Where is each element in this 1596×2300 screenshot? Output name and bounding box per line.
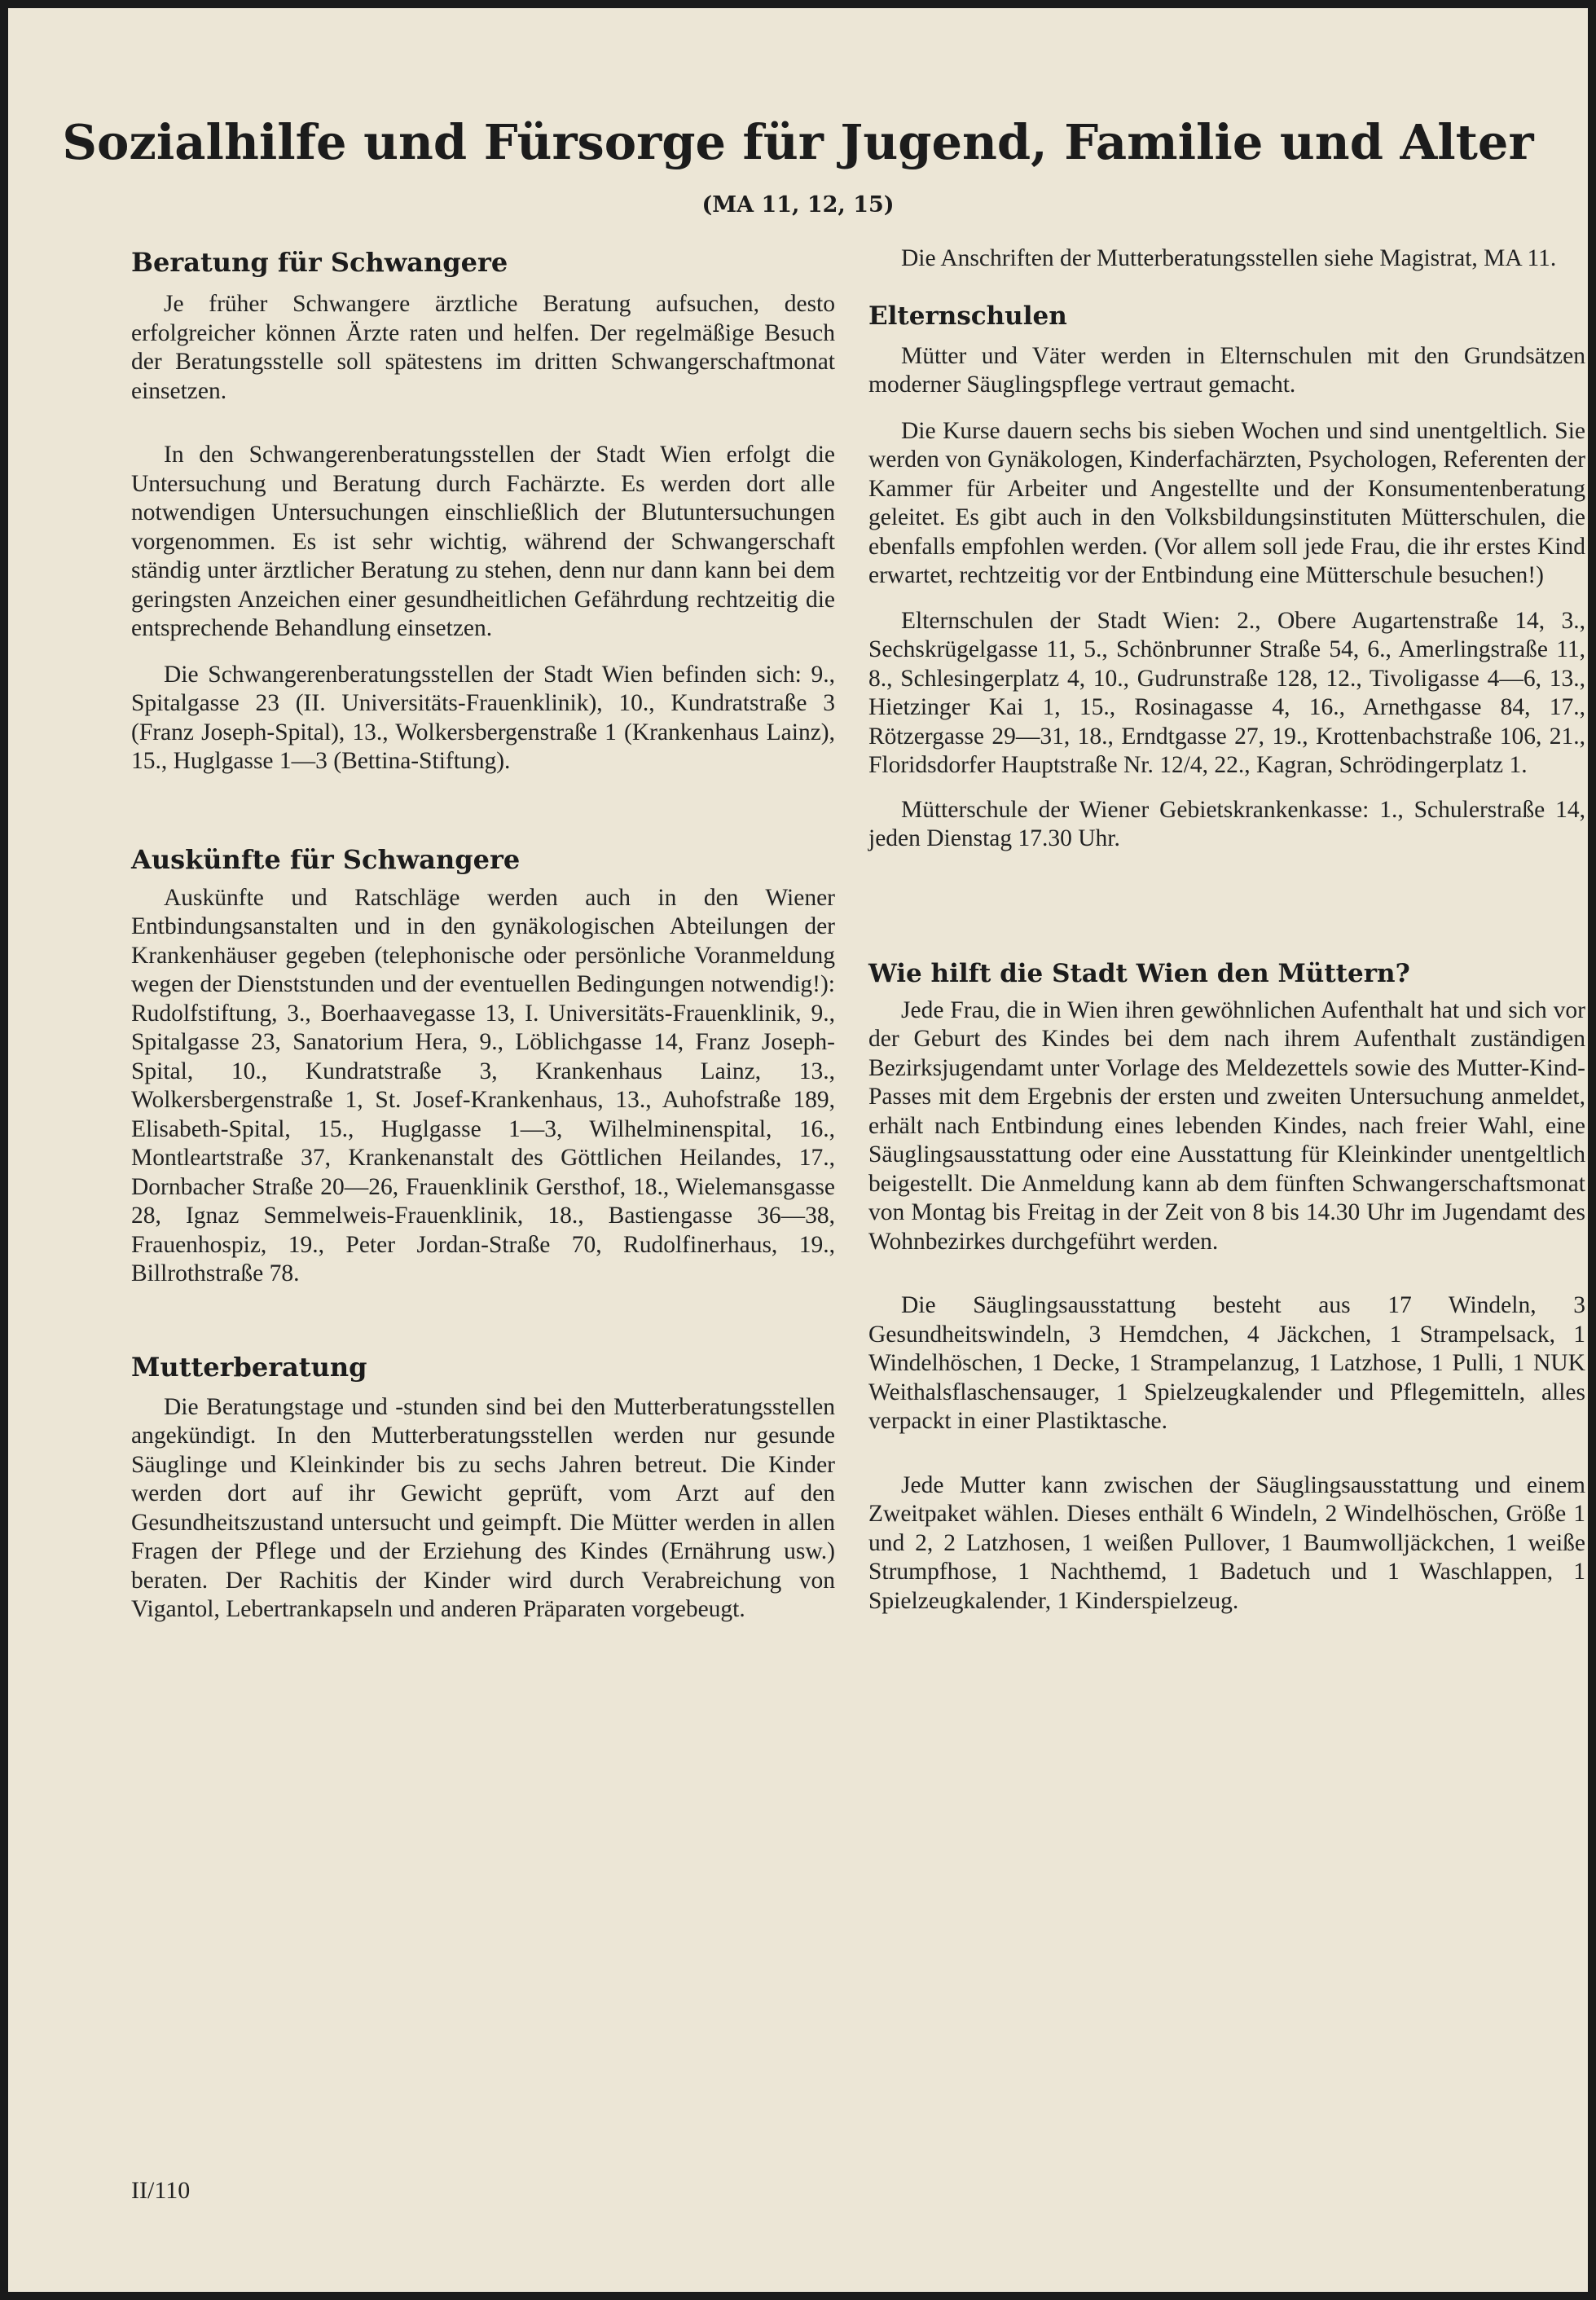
heading-beratung-fuer-schwangere: Beratung für Schwangere	[131, 247, 508, 278]
document-page	[8, 8, 1588, 2292]
paragraph: Jede Mutter kann zwischen der Säuglingsausstattung und einem Zweitpaket wählen. Dieses enthält 6 Windeln, 2 Windelhöschen, Größe 1 und 2, 2 Latzhosen, 1 weißen Pullover, 1 Baumwolljäckchen, 1 weiße Strumpfhose, 1 Nachthemd, 1 Badetuch und 1 Waschlappen, 1 Spielzeugkalender, 1 Kinderspielzeug.	[868, 1471, 1585, 1614]
paragraph: Mütterschule der Wiener Gebietskrankenkasse: 1., Schulerstraße 14, jeden Dienstag 17.30 Uhr.	[868, 796, 1585, 851]
paragraph: Je früher Schwangere ärztliche Beratung aufsuchen, desto erfolgreicher können Ärzte raten und helfen. Der regelmäßige Besuch der Beratungsstelle soll spätestens im dritten Schwangerschaftmonat einsetzen.	[131, 291, 835, 404]
left-column	[131, 244, 835, 1625]
paragraph: Die Anschriften der Mutterberatungsstellen siehe Magistrat, MA 11.	[901, 245, 1557, 271]
paragraph: Die Schwangerenberatungsstellen der Stadt Wien befinden sich: 9., Spitalgasse 23 (II. Universitäts-Frauenklinik), 10., Kundratstraße 3 (Franz Joseph-Spital), 13., Wolkersbergenstraße 1 (Krankenhaus Lainz), 15., Huglgasse 1—3 (Bettina-Stiftung).	[131, 661, 835, 774]
paragraph: Die Säuglingsausstattung besteht aus 17 Windeln, 3 Gesundheitswindeln, 3 Hemdchen, 4 Jäckchen, 1 Strampelsack, 1 Windelhöschen, 1 Decke, 1 Strampelanzug, 1 Latzhose, 1 Pulli, 1 NUK Weithalsflaschensauger, 1 Spielzeugkalender und Pflegemitteln, alles verpackt in einer Plastiktasche.	[868, 1292, 1585, 1434]
paragraph: Mütter und Väter werden in Elternschulen mit den Grundsätzen moderner Säuglingspflege vertraut gemacht.	[868, 342, 1585, 398]
heading-auskuenfte-fuer-schwangere: Auskünfte für Schwangere	[131, 843, 521, 875]
paragraph: Die Kurse dauern sechs bis sieben Wochen und sind unentgeltlich. Sie werden von Gynäkologen, Kinderfachärzten, Psychologen, Referenten der Kammer für Arbeiter und Angestellte und der Konsumentenberatung geleitet. Es gibt auch in den Volksbildungsinstituten Mütterschulen, die ebenfalls empfohlen werden. (Vor allem soll jede Frau, die ihr erstes Kind erwartet, rechtzeitig vor der Entbindung eine Mütterschule besuchen!)	[868, 417, 1585, 588]
heading-elternschulen: Elternschulen	[868, 301, 1067, 331]
heading-mutterberatung: Mutterberatung	[131, 1351, 367, 1383]
page-subtitle: (MA 11, 12, 15)	[701, 192, 895, 218]
paragraph: Die Beratungstage und -stunden sind bei den Mutterberatungsstellen angekündigt. In den Mutterberatungsstellen werden nur gesunde Säuglinge und Kleinkinder bis zu sechs Jahren betreut. Die Kinder werden dort auf ihr Gewicht geprüft, vom Arzt auf den Gesundheitszustand untersucht und geimpft. Die Mütter werden in allen Fragen der Pflege und der Erziehung des Kindes (Ernährung usw.) beraten. Der Rachitis der Kinder wird durch Verabreichung von Vigantol, Lebertrankapseln und anderen Präparaten vorgebeugt.	[131, 1393, 835, 1622]
heading-wie-hilft-die-stadt-wien: Wie hilft die Stadt Wien den Müttern?	[868, 958, 1410, 988]
paragraph: Auskünfte und Ratschläge werden auch in den Wiener Entbindungsanstalten und in den gynäkologischen Abteilungen der Krankenhäuser gegeben (telephonische oder persönliche Voranmeldung wegen der Dienststunden und der eventuellen Bedingungen notwendig!): Rudolfstiftung, 3., Boerhaavegasse 13, I. Universitäts-Frauenklinik, 9., Spitalgasse 23, Sanatorium Hera, 9., Löblichgasse 14, Franz Joseph-Spital, 10., Kundratstraße 3, Krankenhaus Lainz, 13., Wolkersbergenstraße 1, St. Josef-Krankenhaus, 13., Auhofstraße 189, Elisabeth-Spital, 15., Huglgasse 1—3, Wilhelminenspital, 16., Montleartstraße 37, Krankenanstalt des Göttlichen Heilandes, 17., Dornbacher Straße 20—26, Frauenklinik Gersthof, 18., Wielemansgasse 28, Ignaz Semmelweis-Frauenklinik, 18., Bastiengasse 36—38, Frauenhospiz, 19., Peter Jordan-Straße 70, Rudolfinerhaus, 19., Billrothstraße 78.	[131, 884, 835, 1286]
paragraph: In den Schwangerenberatungsstellen der Stadt Wien erfolgt die Untersuchung und Beratung durch Fachärzte. Es werden dort alle notwendigen Untersuchungen einschließlich der Blutuntersuchungen vorgenommen. Es ist sehr wichtig, während der Schwangerschaft ständig unter ärztlicher Beratung zu stehen, denn nur dann kann bei dem geringsten Anzeichen einer gesundheitlichen Gefährdung rechtzeitig die entsprechende Behandlung einsetzen.	[131, 442, 835, 641]
page-number: II/110	[131, 2177, 191, 2204]
page-title: Sozialhilfe und Fürsorge für Jugend, Familie und Alter	[62, 114, 1534, 170]
paragraph: Jede Frau, die in Wien ihren gewöhnlichen Aufenthalt hat und sich vor der Geburt des Kindes bei dem nach ihrem Aufenthalt zuständigen Bezirksjugendamt unter Vorlage des Meldezettels sowie des Mutter-Kind-Passes mit dem Ergebnis der ersten und zweiten Untersuchung anmeldet, erhält nach Entbindung eines lebenden Kindes, nach freier Wahl, eine Säuglingsausstattung oder eine Ausstattung für Kleinkinder unentgeltlich beigestellt. Die Anmeldung kann ab dem fünften Schwangerschaftsmonat von Montag bis Freitag in der Zeit von 8 bis 14.30 Uhr im Jugendamt des Wohnbezirkes durchgeführt werden.	[868, 996, 1585, 1255]
paragraph: Elternschulen der Stadt Wien: 2., Obere Augartenstraße 14, 3., Sechskrügelgasse 11, 5., Schönbrunner Straße 54, 6., Amerlingstraße 11, 8., Schlesingerplatz 4, 10., Gudrunstraße 128, 12., Tivoligasse 4—6, 13., Hietzinger Kai 1, 15., Rosinagasse 4, 16., Arnethgasse 84, 17., Rötzergasse 29—31, 18., Erndtgasse 27, 19., Krottenbachstraße 106, 21., Floridsdorfer Hauptstraße Nr. 12/4, 22., Kagran, Schrödingerplatz 1.	[868, 607, 1585, 778]
right-column	[868, 244, 1585, 1616]
